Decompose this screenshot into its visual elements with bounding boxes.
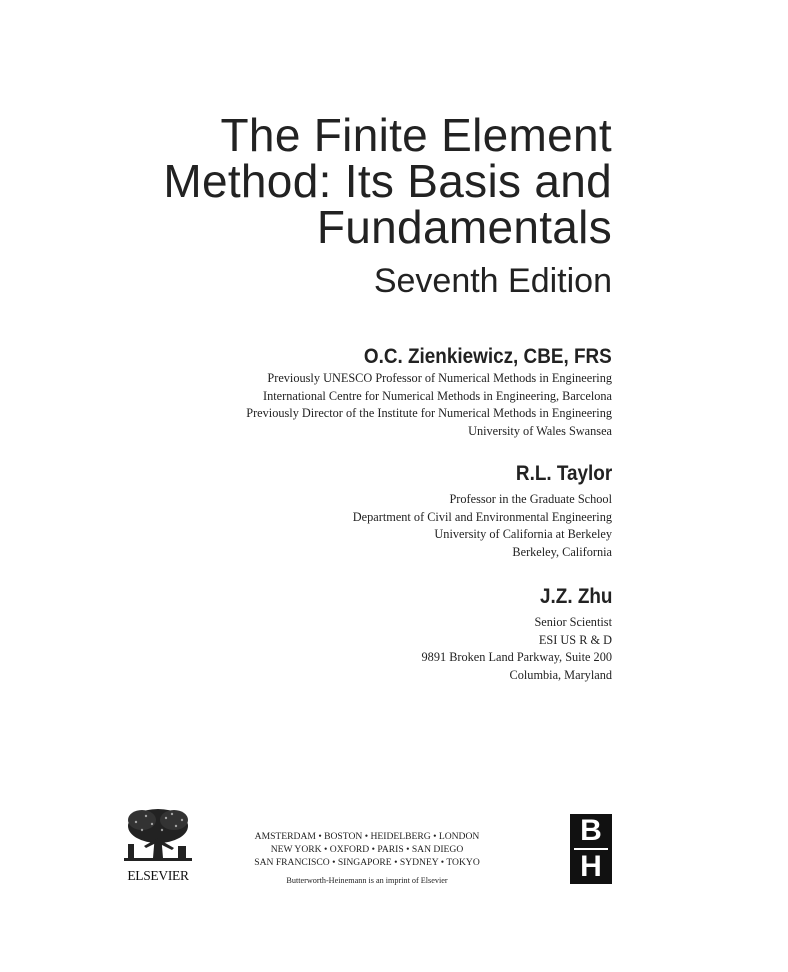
edition: Seventh Edition — [373, 262, 612, 300]
author-name: O.C. Zienkiewicz, CBE, FRS — [364, 345, 612, 368]
affiliation-line: Berkeley, California — [512, 544, 612, 559]
affiliation-line: 9891 Broken Land Parkway, Suite 200 — [421, 650, 612, 664]
author-zienkiewicz — [246, 344, 612, 440]
bh-letter-h: H — [580, 850, 602, 883]
elsevier-tree-icon — [122, 806, 194, 868]
cities-line: NEW YORK • OXFORD • PARIS • SAN DIEGO — [270, 844, 464, 855]
author-name: R.L. Taylor — [515, 462, 612, 485]
affiliation-line: International Centre for Numerical Methods in Engineering, Barcelona — [263, 388, 612, 403]
cities-line: SAN FRANCISCO • SINGAPORE • SYDNEY • TOKYO — [254, 857, 480, 868]
author-taylor — [353, 461, 612, 561]
affiliation-line: Columbia, Maryland — [509, 667, 612, 682]
affiliation-line: Department of Civil and Environmental Engineering — [352, 509, 612, 524]
title-line-3: Fundamentals — [316, 201, 612, 253]
affiliation-line: Previously Director of the Institute for Numerical Methods in Engineering — [246, 406, 612, 420]
publisher-cities — [226, 830, 508, 887]
affiliation-line: University of Wales Swansea — [468, 423, 612, 438]
book-title — [163, 109, 612, 300]
title-line-2: Method: Its Basis and — [163, 155, 612, 207]
author-name: J.Z. Zhu — [539, 585, 612, 608]
affiliation-line: Professor in the Graduate School — [449, 492, 612, 506]
affiliation-line: University of California at Berkeley — [434, 527, 612, 541]
elsevier-logo — [122, 806, 194, 884]
imprint-note: Butterworth-Heinemann is an imprint of Elsevier — [286, 876, 448, 885]
bh-letter-b: B — [580, 814, 602, 847]
author-zhu — [422, 584, 612, 684]
butterworth-heinemann-logo — [570, 814, 612, 884]
title-line-1: The Finite Element — [220, 109, 612, 161]
cities-line: AMSTERDAM • BOSTON • HEIDELBERG • LONDON — [254, 831, 480, 842]
affiliation-line: ESI US R & D — [538, 632, 612, 647]
affiliation-line: Senior Scientist — [534, 615, 612, 629]
elsevier-wordmark: ELSEVIER — [127, 868, 189, 883]
affiliation-line: Previously UNESCO Professor of Numerical Methods in Engineering — [267, 371, 612, 385]
